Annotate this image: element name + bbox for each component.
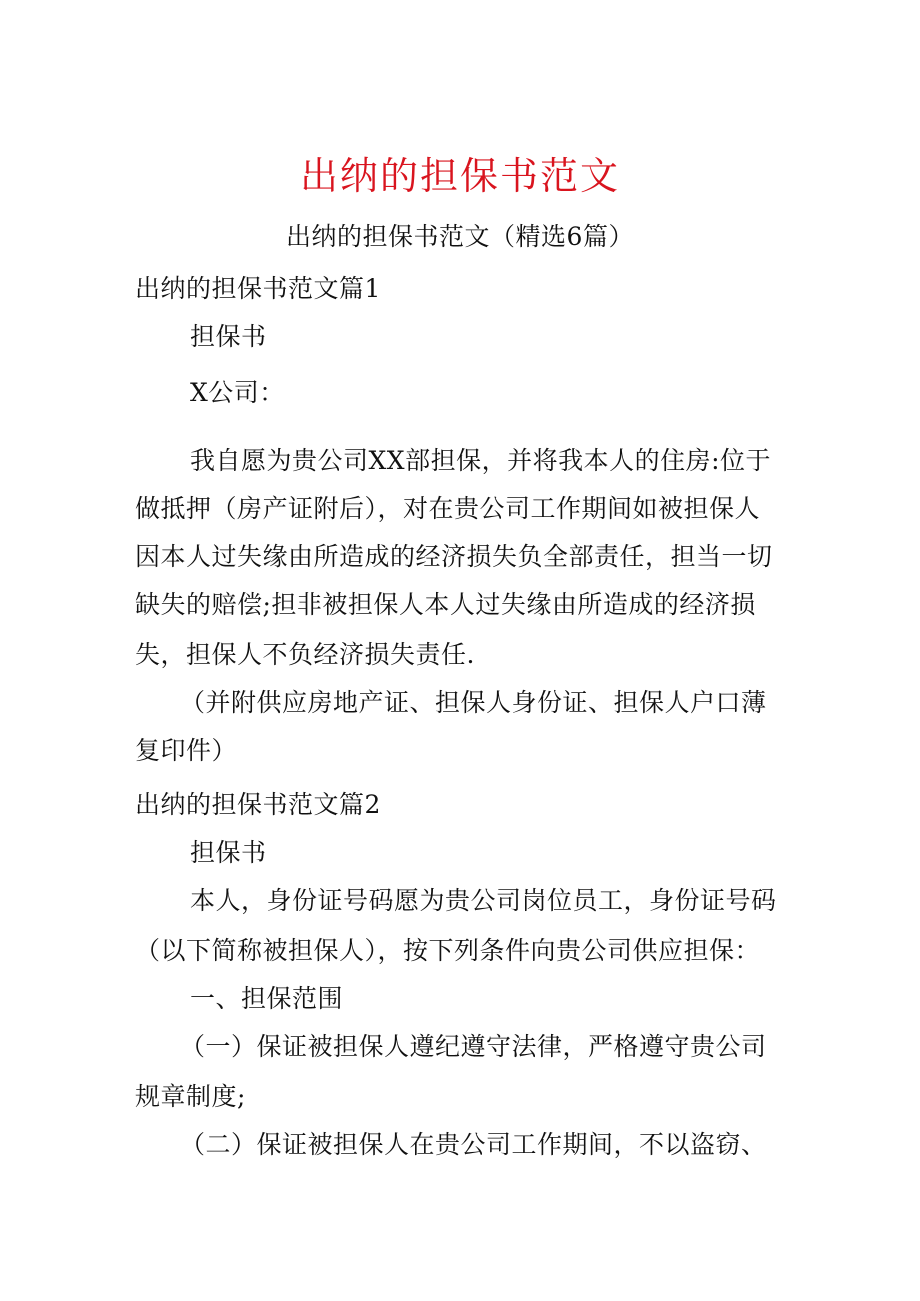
section1-addressee: X公司：: [190, 378, 285, 407]
section1-para2-line: （并附供应房地产证、担保人身份证、担保人户口薄: [180, 688, 767, 717]
section1-para1-line: 失，担保人不负经济损失责任.: [135, 640, 475, 669]
section2-item1-line: 规章制度;: [135, 1082, 246, 1111]
section1-para1-line: 我自愿为贵公司XX部担保，并将我本人的住房:位于: [190, 446, 772, 475]
section2-item1-line: （一）保证被担保人遵纪遵守法律，严格遵守贵公司: [180, 1032, 767, 1061]
section1-para1-line: 缺失的赔偿;担非被担保人本人过失缘由所造成的经济损: [135, 590, 756, 619]
section1-para1-line: 因本人过失缘由所造成的经济损失负全部责任，担当一切: [135, 542, 773, 571]
section1-para1-line: 做抵押（房产证附后），对在贵公司工作期间如被担保人: [135, 494, 761, 523]
section2-scope-heading: 一、担保范围: [190, 984, 344, 1013]
section1-doc-title: 担保书: [190, 322, 267, 351]
section1-heading: 出纳的担保书范文篇1: [135, 274, 381, 303]
section2-para1-line: 本人，身份证号码愿为贵公司岗位员工，身份证号码: [190, 886, 777, 915]
section2-para1-line: （以下简称被担保人），按下列条件向贵公司供应担保：: [135, 936, 761, 965]
section2-heading: 出纳的担保书范文篇2: [135, 790, 381, 819]
document-title: 出纳的担保书范文: [299, 154, 620, 198]
document-subtitle: 出纳的担保书范文（精选6篇）: [286, 222, 634, 251]
section2-doc-title: 担保书: [190, 838, 267, 867]
section1-para2-line: 复印件）: [135, 736, 238, 765]
section2-item2-line: （二）保证被担保人在贵公司工作期间，不以盗窃、: [180, 1130, 767, 1159]
